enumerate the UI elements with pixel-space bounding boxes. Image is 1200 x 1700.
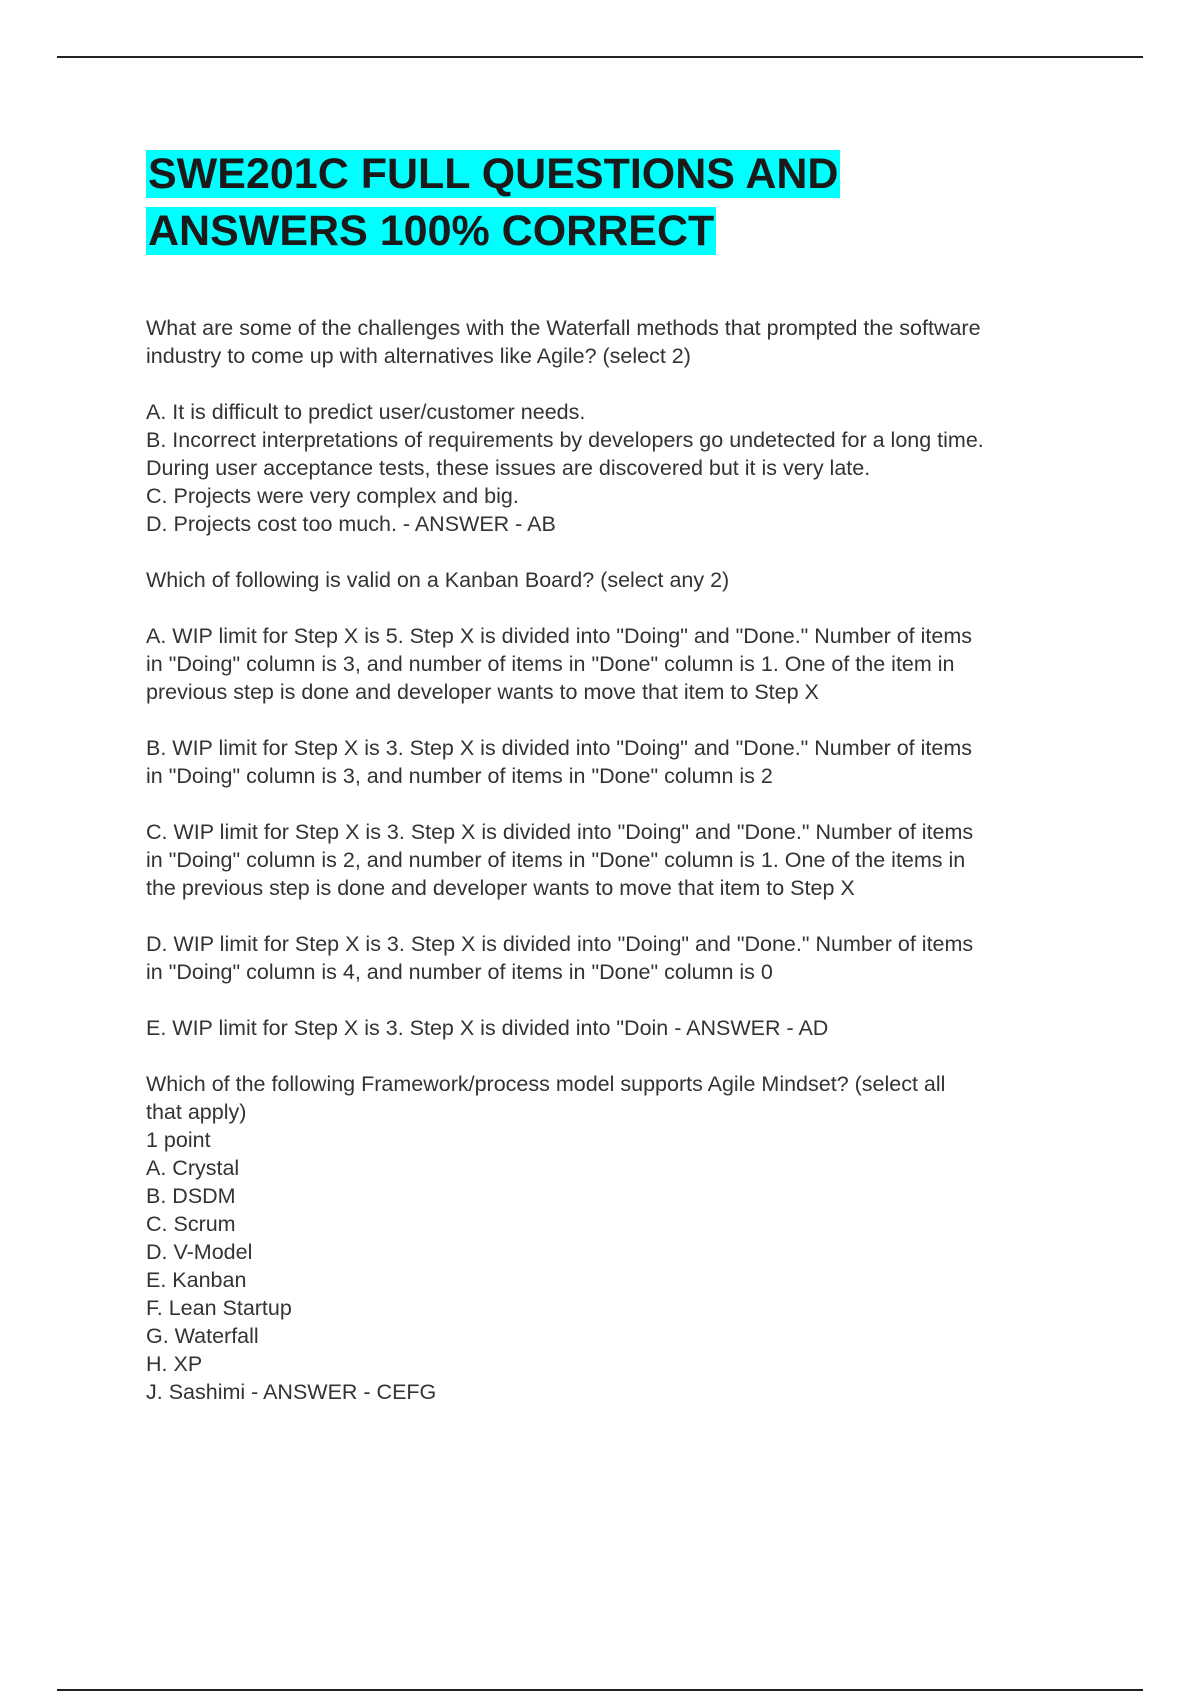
q2-option-c-line-1: C. WIP limit for Step X is 3. Step X is divided into "Doing" and "Done." Number of items (146, 820, 974, 844)
q2-option-e-answer (146, 1014, 1106, 1042)
q2-option-c-line-2: in "Doing" column is 2, and number of items in "Done" column is 1. One of the items in (146, 848, 966, 872)
question-3-line-2: that apply) (146, 1100, 247, 1124)
q3-option-a: A. Crystal (146, 1156, 240, 1180)
q3-option-e: E. Kanban (146, 1268, 247, 1292)
q2-option-a (146, 622, 1106, 706)
question-1-line-2: industry to come up with alternatives like Agile? (select 2) (146, 344, 691, 368)
title-line-1: SWE201C FULL QUESTIONS AND (148, 150, 839, 198)
q2-option-a-line-2: in "Doing" column is 3, and number of items in "Done" column is 1. One of the item in (146, 652, 955, 676)
header-rule (57, 56, 1143, 58)
q3-option-g: G. Waterfall (146, 1324, 259, 1348)
q3-option-f: F. Lean Startup (146, 1296, 292, 1320)
question-3-line-1: Which of the following Framework/process model supports Agile Mindset? (select all (146, 1072, 946, 1096)
q2-option-b-line-1: B. WIP limit for Step X is 3. Step X is divided into "Doing" and "Done." Number of items (146, 736, 972, 760)
q2-option-a-line-1: A. WIP limit for Step X is 5. Step X is divided into "Doing" and "Done." Number of items (146, 624, 972, 648)
q3-option-b: B. DSDM (146, 1184, 236, 1208)
q2-option-d-line-1: D. WIP limit for Step X is 3. Step X is divided into "Doing" and "Done." Number of items (146, 932, 974, 956)
q1-option-b: B. Incorrect interpretations of requirements by developers go undetected for a long time. (146, 428, 984, 452)
q2-option-c (146, 818, 1106, 902)
question-1-options (146, 398, 1106, 538)
q1-option-c: C. Projects were very complex and big. (146, 484, 519, 508)
q3-option-d: D. V-Model (146, 1240, 253, 1264)
question-1-line-1: What are some of the challenges with the Waterfall methods that prompted the software (146, 316, 981, 340)
document-body (146, 146, 1106, 1406)
q2-option-e-line-1: E. WIP limit for Step X is 3. Step X is divided into "Doin - ANSWER - AD (146, 1016, 829, 1040)
title-line-2: ANSWERS 100% CORRECT (148, 207, 715, 255)
q3-option-j-answer: J. Sashimi - ANSWER - CEFG (146, 1380, 437, 1404)
q2-option-c-line-3: the previous step is done and developer wants to move that item to Step X (146, 876, 855, 900)
question-3 (146, 1070, 1106, 1406)
q2-option-d (146, 930, 1106, 986)
document-title (146, 146, 946, 260)
q1-option-a: A. It is difficult to predict user/customer needs. (146, 400, 586, 424)
question-2-line-1: Which of following is valid on a Kanban Board? (select any 2) (146, 568, 730, 592)
q1-option-b-cont: During user acceptance tests, these issues are discovered but it is very late. (146, 456, 871, 480)
q3-option-c: C. Scrum (146, 1212, 236, 1236)
q3-option-h: H. XP (146, 1352, 203, 1376)
q2-option-a-line-3: previous step is done and developer wants to move that item to Step X (146, 680, 819, 704)
q1-option-d-answer: D. Projects cost too much. - ANSWER - AB (146, 512, 556, 536)
question-2 (146, 566, 1106, 594)
q2-option-b (146, 734, 1106, 790)
question-3-points: 1 point (146, 1128, 211, 1152)
question-1 (146, 314, 1106, 370)
q2-option-d-line-2: in "Doing" column is 4, and number of items in "Done" column is 0 (146, 960, 773, 984)
footer-rule (57, 1689, 1143, 1691)
q2-option-b-line-2: in "Doing" column is 3, and number of items in "Done" column is 2 (146, 764, 773, 788)
